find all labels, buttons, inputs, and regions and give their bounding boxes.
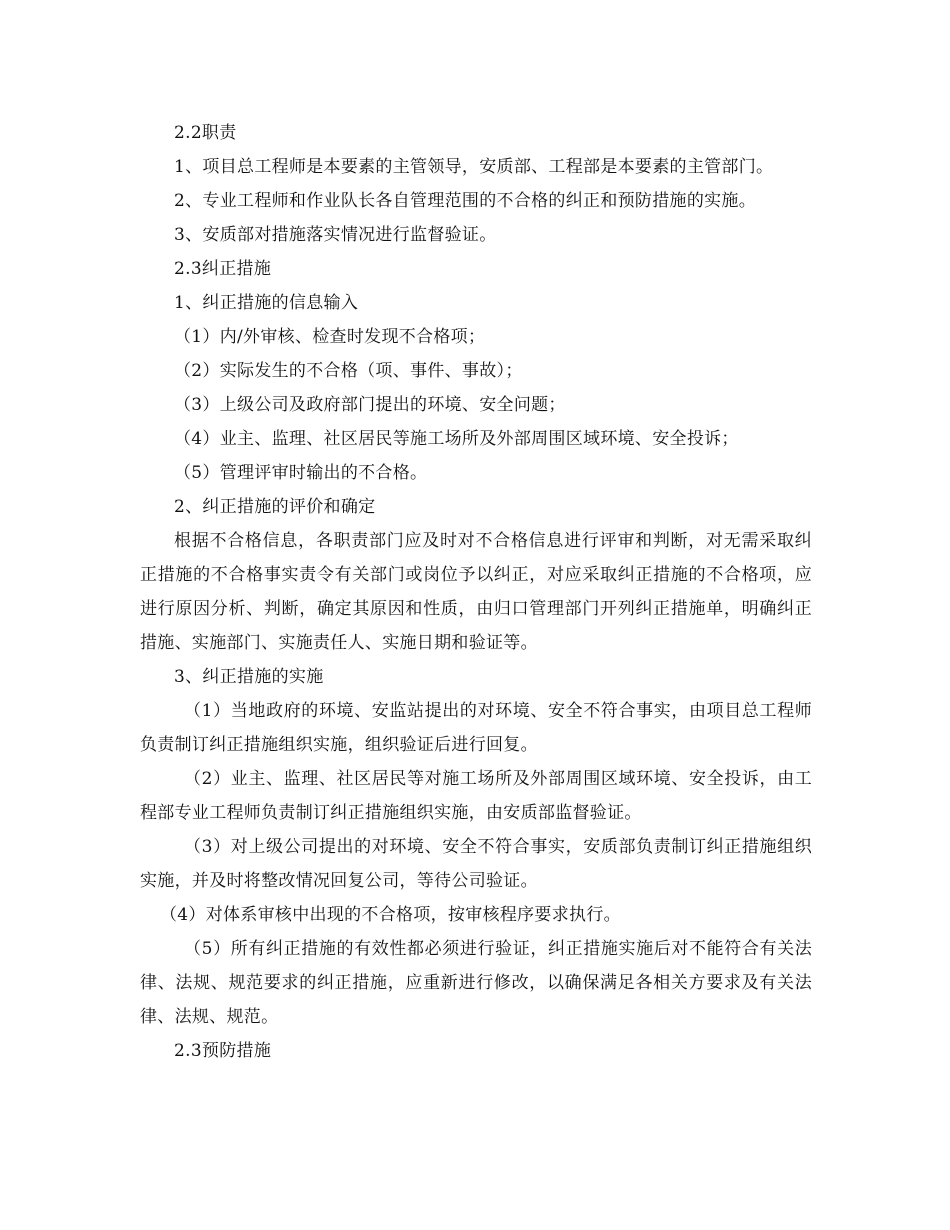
corrective-input-item-4: （4）业主、监理、社区居民等施工场所及外部周围区域环境、安全投诉； — [174, 429, 739, 449]
document-body — [140, 116, 812, 1068]
duty-item-2: 2、专业工程师和作业队长各自管理范围的不合格的纠正和预防措施的实施。 — [174, 191, 757, 211]
duty-item-3: 3、安质部对措施落实情况进行监督验证。 — [174, 225, 497, 245]
section-heading-preventive: 2.3预防措施 — [174, 1041, 272, 1061]
corrective-input-item-1: （1）内/外审核、检查时发现不合格项； — [174, 327, 486, 347]
corrective-evaluation-paragraph: 根据不合格信息，各职责部门应及时对不合格信息进行评审和判断，对无需采取纠正措施的不合格事实责令有关部门或岗位予以纠正，对应采取纠正措施的不合格项，应进行原因分析、判断，确定其原因和性质，由归口管理部门开列纠正措施单，明确纠正措施、实施部门、实施责任人、实施日期和验证等。 — [140, 531, 812, 653]
corrective-implementation-heading: 3、纠正措施的实施 — [174, 667, 324, 687]
section-heading-duties: 2.2职责 — [174, 123, 237, 143]
corrective-input-heading: 1、纠正措施的信息输入 — [174, 293, 359, 313]
duty-item-1: 1、项目总工程师是本要素的主管领导，安质部、工程部是本要素的主管部门。 — [174, 157, 774, 177]
corrective-input-item-5: （5）管理评审时输出的不合格。 — [174, 463, 428, 483]
corrective-implementation-item-5: （5）所有纠正措施的有效性都必须进行验证，纠正措施实施后对不能符合有关法律、法规、规范要求的纠正措施，应重新进行修改，以确保满足各相关方要求及有关法律、法规、规范。 — [140, 939, 812, 1027]
corrective-input-item-3: （3）上级公司及政府部门提出的环境、安全问题； — [174, 395, 566, 415]
section-heading-corrective: 2.3纠正措施 — [174, 259, 272, 279]
corrective-implementation-item-2: （2）业主、监理、社区居民等对施工场所及外部周围区域环境、安全投诉，由工程部专业工程师负责制订纠正措施组织实施，由安质部监督验证。 — [140, 769, 812, 823]
corrective-input-item-2: （2）实际发生的不合格（项、事件、事故）； — [174, 361, 523, 381]
corrective-implementation-item-4: （4）对体系审核中出现的不合格项，按审核程序要求执行。 — [160, 905, 621, 925]
corrective-implementation-item-3: （3）对上级公司提出的对环境、安全不符合事实，安质部负责制订纠正措施组织实施，并及时将整改情况回复公司，等待公司验证。 — [140, 837, 812, 891]
corrective-evaluation-heading: 2、纠正措施的评价和确定 — [174, 497, 376, 517]
corrective-implementation-item-1: （1）当地政府的环境、安监站提出的对环境、安全不符合事实，由项目总工程师负责制订纠正措施组织实施，组织验证后进行回复。 — [140, 701, 812, 755]
